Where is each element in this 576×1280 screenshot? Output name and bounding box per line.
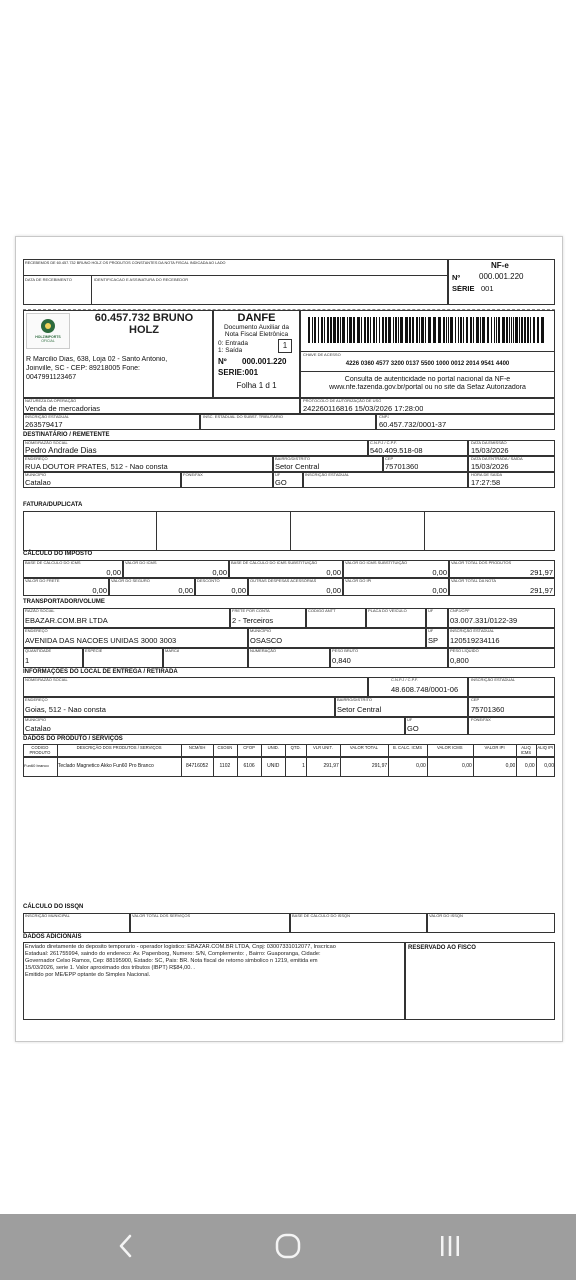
produto-header-cell: CSOSN <box>217 745 233 750</box>
produto-header-cell: VALOR ICMS <box>437 745 463 750</box>
dest-municipio-value: Catalao <box>25 479 51 487</box>
transp-qtd-label: QUANTIDADE <box>25 649 52 653</box>
produto-cell: 0,00 <box>505 763 516 769</box>
divider <box>23 511 555 512</box>
danfe-serie: SÉRIE:001 <box>218 369 259 377</box>
consulta-line-2: www.nfe.fazenda.gov.br/portal ou no site da Sefaz Autorizadora <box>329 384 526 391</box>
adicionais-section: DADOS ADICIONAIS <box>23 934 82 940</box>
issqn-vserv-label: VALOR TOTAL DOS SERVIÇOS <box>132 914 191 918</box>
column-divider <box>261 744 262 777</box>
produto-cell: 0,00 <box>544 763 554 769</box>
entrega-nome-label: NOME/RAZÃO SOCIAL <box>25 678 68 682</box>
seguro-label: VALOR DO SEGURO <box>111 579 150 583</box>
dest-uf-value: GO <box>275 479 287 487</box>
ie-st-label: INSC. ESTADUAL DO SUBST. TRIBUTÁRIO <box>203 415 283 419</box>
divider <box>156 511 157 551</box>
column-divider <box>388 744 389 777</box>
emitente-address-2: Joinville, SC - CEP: 89218005 Fone: <box>26 365 141 372</box>
frete-label: VALOR DO FRETE <box>25 579 60 583</box>
v-nota-value: 291,97 <box>530 587 553 595</box>
produto-cell: 1102 <box>219 763 231 769</box>
cnpj-emitente-value: 60.457.732/0001-37 <box>379 421 447 429</box>
v-nota-label: VALOR TOTAL DA NOTA <box>451 579 497 583</box>
v-prod-value: 291,97 <box>530 569 553 577</box>
dest-entrada-value: 15/03/2026 <box>471 463 509 471</box>
produto-header-cell: NCM/SH <box>188 745 206 750</box>
v-st-label: VALOR DO ICMS SUBSTITUIÇÃO <box>345 561 408 565</box>
imposto-section: CÁLCULO DO IMPOSTO <box>23 551 93 557</box>
danfe-sub-1: Documento Auxiliar da <box>223 324 290 331</box>
adicionais-line: Enviado diretamente do deposito temporario - operador logistico: EBAZAR.COM.BR LTDA, Cnpj: 03007331012077, Inscricao <box>25 944 336 950</box>
produto-header-cell: ALIQ ICMS <box>520 745 532 755</box>
entrega-municipio-value: Catalao <box>25 725 51 733</box>
seguro-value: 0,00 <box>178 587 193 595</box>
entrega-uf-value: GO <box>407 725 419 733</box>
emitente-address-3: 0047991123467 <box>26 374 77 381</box>
ie-value: 263579417 <box>25 421 63 429</box>
danfe-sub-2: Nota Fiscal Eletrônica <box>224 331 289 338</box>
transp-peso-liquido-label: PESO LÍQUIDO <box>450 649 479 653</box>
transp-frete-value: 2 - Terceiros <box>232 617 274 625</box>
transp-endereco-value: AVENIDA DAS NACOES UNIDAS 3000 3003 <box>25 637 177 645</box>
natureza-value: Venda de mercadorias <box>25 405 101 413</box>
bc-icms-value: 0,00 <box>106 569 121 577</box>
dest-nome-value: Pedro Andrade Dias <box>25 447 97 455</box>
entrega-nome-box <box>23 677 368 697</box>
protocolo-value: 242260116816 15/03/2026 17:28:00 <box>303 405 424 413</box>
entrega-section: INFORMAÇÕES DO LOCAL DE ENTREGA / RETIRADA <box>23 669 178 675</box>
dest-uf-label: UF <box>275 473 281 477</box>
produto-cell: 291,97 <box>371 763 388 769</box>
emitente-name-line-2: HOLZ <box>129 324 159 336</box>
danfe-folha: Folha 1 d 1 <box>236 382 277 390</box>
frete-value: 0,00 <box>92 587 107 595</box>
issqn-section: CÁLCULO DO ISSQN <box>23 904 84 910</box>
transp-razao-value: EBAZAR.COM.BR LTDA <box>25 617 108 625</box>
transp-peso-liquido-value: 0,800 <box>450 657 469 665</box>
back-chevron-icon <box>117 1233 135 1259</box>
entrega-uf-label: UF <box>407 718 413 722</box>
v-prod-label: VALOR TOTAL DOS PRODUTOS <box>451 561 512 565</box>
produto-cell: Teclado Magnetico Akko Fun60 Pro Branco <box>57 763 154 769</box>
outras-label: OUTRAS DESPESAS ACESSÓRIAS <box>250 579 317 583</box>
column-divider <box>181 744 182 777</box>
entrega-bairro-label: BAIRRO/DISTRITO <box>337 698 373 702</box>
produto-header-cell: VALOR TOTAL <box>349 745 378 750</box>
dest-cep-value: 75701360 <box>385 463 419 471</box>
transp-municipio-label: MUNICÍPIO <box>250 629 272 633</box>
canhoto-numero-value: 000.001.220 <box>479 273 524 281</box>
canhoto-nfe-title: NF-e <box>491 262 509 270</box>
produto-cell: 0,00 <box>416 763 426 769</box>
adicionais-line: Governador Celso Ramos, Cep: 88195900, Estado: SC, Pais: BR. Nota fiscal de retorno simbolico n 1219, emitida em <box>25 958 318 964</box>
dest-municipio-label: MUNICÍPIO <box>25 473 47 477</box>
produto-cell: Fun60 branco <box>24 763 49 768</box>
transp-qtd-value: 1 <box>25 657 30 665</box>
emitente-name <box>78 312 210 336</box>
destinatario-section: DESTINATÁRIO / REMETENTE <box>23 432 110 438</box>
entrega-cep-label: CEP <box>471 698 480 702</box>
produto-cell: 6106 <box>243 763 255 769</box>
home-circle-icon <box>274 1232 302 1260</box>
produto-header-cell: CODIGO PRODUTO <box>29 745 51 755</box>
chave-value: 4226 0360 4577 3200 0137 5500 1000 0012 2014 9541 4400 <box>345 361 510 367</box>
data-recebimento-label: DATA DE RECEBIMENTO <box>25 278 72 282</box>
cnpj-emitente-label: CNPJ <box>379 415 390 419</box>
canhoto-text: RECEBEMOS DE 60.457.732 BRUNO HOLZ OS PRODUTOS CONSTANTES DA NOTA FISCAL INDICADA AO LADO <box>25 261 226 265</box>
dest-ie-label: INSCRIÇÃO ESTADUAL <box>305 473 350 477</box>
adicionais-line: Emitido por ME/EPP optante do Simples Nacional. <box>25 972 151 978</box>
entrega-cnpj-value: 48.608.748/0001-06 <box>391 686 459 694</box>
dest-hora-value: 17:27:58 <box>471 479 501 487</box>
transp-marca-label: MARCA <box>165 649 180 653</box>
dest-endereco-label: ENDEREÇO <box>25 457 48 461</box>
fatura-section: FATURA/DUPLICATA <box>23 502 83 508</box>
dest-hora-label: HORA DE SAÍDA <box>471 473 503 477</box>
transp-uf-label: UF <box>428 609 434 613</box>
consulta-line-1: Consulta de autenticidade no portal nacional da NF-e <box>344 376 511 383</box>
column-divider <box>57 744 58 777</box>
transp-municipio-value: OSASCO <box>250 637 283 645</box>
column-divider <box>536 744 537 777</box>
fatura-box <box>23 511 555 551</box>
produto-cell: 0,00 <box>524 763 535 769</box>
produto-header-cell: CFOP <box>243 745 255 750</box>
canhoto-serie-label: SÉRIE <box>452 285 475 293</box>
dest-bairro-label: BAIRRO/DISTRITO <box>275 457 311 461</box>
canhoto-numero-label: Nº <box>452 274 461 282</box>
produto-cell: 291,97 <box>323 763 339 769</box>
danfe-numero-label: Nº <box>218 358 227 366</box>
transp-endereco-label: ENDEREÇO <box>25 629 48 633</box>
transp-razao-label: RAZÃO SOCIAL <box>25 609 55 613</box>
barcode-icon <box>308 317 548 343</box>
produto-header-cell: QTD. <box>290 745 301 750</box>
bc-st-value: 0,00 <box>326 569 341 577</box>
bc-st-label: BASE DE CÁLCULO DO ICMS SUBSTITUIÇÃO <box>231 561 318 565</box>
canhoto-serie-value: 001 <box>481 285 494 293</box>
danfe-document <box>15 236 563 1042</box>
divider <box>23 275 448 276</box>
danfe-tipo-box: 1 <box>278 339 292 353</box>
ipi-value: 0,00 <box>432 587 447 595</box>
transp-placa-label: PLACA DO VEÍCULO <box>368 609 407 613</box>
produto-header-cell: VALOR IPI <box>484 745 505 750</box>
divider <box>91 275 92 305</box>
back-button[interactable] <box>106 1228 146 1264</box>
produto-header-cell: ALIQ IPI <box>537 745 554 750</box>
transportador-section: TRANSPORTADOR/VOLUME <box>23 599 105 605</box>
entrega-municipio-box <box>23 717 405 735</box>
reservado-label: RESERVADO AO FISCO <box>408 945 476 951</box>
issqn-im-label: INSCRIÇÃO MUNICIPAL <box>25 914 70 918</box>
v-icms-label: VALOR DO ICMS <box>125 561 157 565</box>
entrega-fone-label: FONE/FAX <box>471 718 491 722</box>
entrega-municipio-label: MUNICÍPIO <box>25 718 47 722</box>
natureza-label: NATUREZA DA OPERAÇÃO <box>25 399 77 403</box>
column-divider <box>237 744 238 777</box>
issqn-v-label: VALOR DO ISSQN <box>429 914 463 918</box>
divider <box>290 511 291 551</box>
column-divider <box>213 744 214 777</box>
produto-cell: UNID <box>267 763 280 769</box>
transp-cnpj-value: 03.007.331/0122-39 <box>450 617 518 625</box>
danfe-title: DANFE <box>237 312 276 324</box>
produto-cell: 84716052 <box>185 763 209 769</box>
danfe-numero-value: 000.001.220 <box>242 358 287 366</box>
home-button[interactable] <box>268 1228 308 1264</box>
transp-numeracao-label: NUMERAÇÃO <box>250 649 277 653</box>
v-st-value: 0,00 <box>432 569 447 577</box>
bc-icms-label: BASE DE CÁLCULO DO ICMS <box>25 561 81 565</box>
desconto-value: 0,00 <box>231 587 246 595</box>
produtos-section: DADOS DO PRODUTO / SERVIÇOS <box>23 736 123 742</box>
recents-bars-icon <box>438 1234 462 1258</box>
entrega-endereco-value: Goias, 512 - Nao consta <box>25 706 106 714</box>
dest-bairro-value: Setor Central <box>275 463 320 471</box>
dest-nome-label: NOME/RAZÃO SOCIAL <box>25 441 68 445</box>
produto-header-cell: VLR UNIT. <box>312 745 333 750</box>
v-icms-value: 0,00 <box>212 569 227 577</box>
recents-button[interactable] <box>430 1228 470 1264</box>
logo-subtext: OFICIAL <box>41 339 55 343</box>
produto-header-cell: B. CALC. ICMS <box>392 745 423 750</box>
identificacao-label: IDENTIFICACAO E ASSINATURA DO RECEBEDOR <box>94 278 189 282</box>
issqn-bc-label: BASE DE CÁLCULO DO ISSQN <box>292 914 351 918</box>
column-divider <box>306 744 307 777</box>
column-divider <box>285 744 286 777</box>
transp-uf2-value: SP <box>428 637 439 645</box>
column-divider <box>340 744 341 777</box>
outras-value: 0,00 <box>326 587 341 595</box>
dest-fone-label: FONE/FAX <box>183 473 203 477</box>
transp-antt-label: CODIGO ANTT <box>308 609 336 613</box>
entrega-ie-label: INSCRIÇÃO ESTADUAL <box>471 678 516 682</box>
entrega-bairro-value: Setor Central <box>337 706 382 714</box>
transp-uf2-label: UF <box>428 629 434 633</box>
entrega-cnpj-label: C.N.P.J / C.P.F. <box>391 678 418 682</box>
emitente-address-1: R Marcilio Dias, 638, Loja 02 - Santo Antonio, <box>26 356 168 363</box>
transp-ie-value: 120519234116 <box>450 637 500 645</box>
divider <box>300 351 555 352</box>
column-divider <box>427 744 428 777</box>
divider <box>300 371 555 372</box>
dest-entrada-label: DATA DA ENTRADA / SAÍDA <box>471 457 523 461</box>
chave-label: CHAVE DE ACESSO <box>303 353 341 357</box>
column-divider <box>516 744 517 777</box>
dest-cnpj-label: C.N.P.J / C.P.F. <box>370 441 397 445</box>
emitente-logo <box>26 313 70 349</box>
danfe-entrada: 0: Entrada <box>218 340 248 347</box>
entrega-cep-value: 75701360 <box>471 706 505 714</box>
dest-cnpj-value: 540.409.518-08 <box>370 447 423 455</box>
protocolo-label: PROTOCOLO DE AUTORIZAÇÃO DE USO <box>303 399 382 403</box>
navigation-bar <box>0 1214 576 1280</box>
adicionais-line: 15/03/2026, serie 1. Valor aproximado dos tributos (IBPT) R$84,00. . <box>25 965 195 971</box>
adicionais-line: Estadual: 261755994, saindo do endereco: Av. Papenborg, Numero: S/N, Complemento: , Bairro: Guaporanga, Cidade: <box>25 951 321 957</box>
top-area <box>0 0 576 234</box>
ipi-label: VALOR DO IPI <box>345 579 372 583</box>
transp-cnpj-label: CNPJ/CPF <box>450 609 470 613</box>
transp-especie-label: ESPÉCIE <box>85 649 103 653</box>
logo-mark-icon <box>41 319 55 333</box>
emitente-name-line-1: 60.457.732 BRUNO <box>94 312 194 324</box>
dest-cep-label: CEP <box>385 457 394 461</box>
bottom-area <box>0 1044 576 1214</box>
transp-peso-bruto-label: PESO BRUTO <box>332 649 359 653</box>
danfe-saida: 1: Saída <box>218 347 243 354</box>
ie-label: INSCRIÇÃO ESTADUAL <box>25 415 70 419</box>
desconto-label: DESCONTO <box>197 579 220 583</box>
produto-cell: 1 <box>302 763 305 769</box>
dest-emissao-label: DATA DA EMISSÃO <box>471 441 507 445</box>
entrega-endereco-label: ENDEREÇO <box>25 698 48 702</box>
column-divider <box>473 744 474 777</box>
transp-frete-label: FRETE POR CONTA <box>232 609 270 613</box>
produto-header-cell: UNID. <box>267 745 279 750</box>
produto-header-cell: DESCRIÇÃO DOS PRODUTOS / SERVIÇOS <box>76 745 162 750</box>
dest-endereco-value: RUA DOUTOR PRATES, 512 - Nao consta <box>25 463 168 471</box>
adicionais-text <box>25 944 403 979</box>
produto-cell: 0,00 <box>462 763 472 769</box>
transp-peso-bruto-value: 0,840 <box>332 657 351 665</box>
dest-emissao-value: 15/03/2026 <box>471 447 509 455</box>
logo-text: HOLZIMPORTS <box>35 335 61 339</box>
transp-ie-label: INSCRIÇÃO ESTADUAL <box>450 629 495 633</box>
divider <box>424 511 425 551</box>
reservado-box <box>405 942 555 1020</box>
